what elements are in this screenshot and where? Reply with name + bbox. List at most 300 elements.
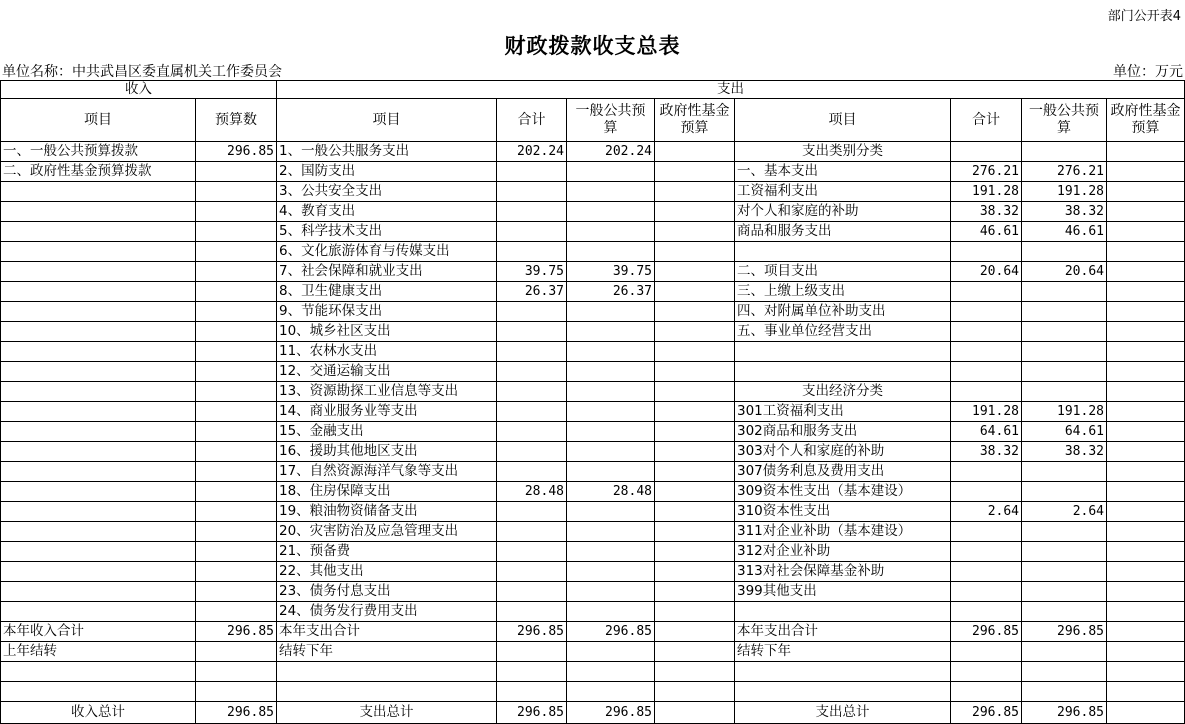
cell-expense-gov [655, 502, 735, 522]
cell-expense-total [497, 642, 567, 662]
cell-class-gov [1107, 582, 1185, 602]
cell-class-gov [1107, 342, 1185, 362]
cell-class-total: 2.64 [951, 502, 1022, 522]
cell-class-item [735, 682, 951, 702]
cell-income-item [1, 322, 196, 342]
cell-income-item [1, 182, 196, 202]
cell-expense-item: 12、交通运输支出 [277, 362, 497, 382]
cell-expense-total [497, 162, 567, 182]
cell-class-item [735, 242, 951, 262]
col-header-income-budget: 预算数 [196, 99, 277, 142]
cell-expense-gov [655, 662, 735, 682]
cell-expense-general [567, 402, 655, 422]
cell-expense-item: 2、国防支出 [277, 162, 497, 182]
cell-income-item [1, 562, 196, 582]
cell-expense-general: 26.37 [567, 282, 655, 302]
cell-expense-item: 19、粮油物资储备支出 [277, 502, 497, 522]
table-row [1, 302, 1185, 322]
table-row [1, 522, 1185, 542]
cell-income-item [1, 402, 196, 422]
cell-class-gov [1107, 562, 1185, 582]
cell-income-item [1, 302, 196, 322]
cell-expense-item: 3、公共安全支出 [277, 182, 497, 202]
cell-class-gov [1107, 202, 1185, 222]
cell-class-total: 64.61 [951, 422, 1022, 442]
cell-expense-gov [655, 242, 735, 262]
cell-income-item [1, 442, 196, 462]
cell-class-total: 38.32 [951, 442, 1022, 462]
table-row [1, 422, 1185, 442]
cell-income-amount [196, 302, 277, 322]
budget-table [0, 80, 1185, 724]
cell-class-general [1022, 302, 1107, 322]
cell-class-general [1022, 322, 1107, 342]
cell-expense-gov [655, 522, 735, 542]
cell-class-gov [1107, 442, 1185, 462]
cell-expense-total [497, 182, 567, 202]
cell-income-item [1, 362, 196, 382]
cell-class-gov [1107, 662, 1185, 682]
cell-class-total [951, 142, 1022, 162]
cell-class-item: 309资本性支出（基本建设） [735, 482, 951, 502]
income-section-header: 收入 [1, 81, 277, 99]
cell-expense-general: 28.48 [567, 482, 655, 502]
cell-expense-item: 6、文化旅游体育与传媒支出 [277, 242, 497, 262]
cell-expense-general [567, 382, 655, 402]
cell-expense-item: 9、节能环保支出 [277, 302, 497, 322]
cell-income-amount [196, 682, 277, 702]
cell-expense-item: 支出总计 [277, 702, 497, 724]
cell-class-total [951, 382, 1022, 402]
cell-class-general: 191.28 [1022, 182, 1107, 202]
cell-expense-gov [655, 562, 735, 582]
cell-expense-gov [655, 682, 735, 702]
cell-expense-gov [655, 322, 735, 342]
cell-class-gov [1107, 702, 1185, 724]
cell-income-amount [196, 642, 277, 662]
cell-class-general [1022, 382, 1107, 402]
cell-expense-total [497, 582, 567, 602]
cell-expense-gov [655, 542, 735, 562]
cell-expense-total: 296.85 [497, 622, 567, 642]
table-row [1, 482, 1185, 502]
cell-class-gov [1107, 282, 1185, 302]
cell-class-general [1022, 462, 1107, 482]
cell-expense-item: 7、社会保障和就业支出 [277, 262, 497, 282]
cell-class-item: 313对社会保障基金补助 [735, 562, 951, 582]
cell-expense-total [497, 322, 567, 342]
cell-class-gov [1107, 602, 1185, 622]
table-row [1, 642, 1185, 662]
cell-expense-gov [655, 642, 735, 662]
cell-expense-gov [655, 442, 735, 462]
cell-expense-general [567, 242, 655, 262]
table-row [1, 602, 1185, 622]
cell-class-item: 支出总计 [735, 702, 951, 724]
cell-class-item: 302商品和服务支出 [735, 422, 951, 442]
cell-class-total [951, 362, 1022, 382]
table-row [1, 562, 1185, 582]
cell-expense-gov [655, 702, 735, 724]
cell-expense-item: 15、金融支出 [277, 422, 497, 442]
cell-class-total [951, 462, 1022, 482]
cell-expense-general: 202.24 [567, 142, 655, 162]
cell-expense-total [497, 222, 567, 242]
cell-expense-item: 14、商业服务业等支出 [277, 402, 497, 422]
cell-expense-total [497, 502, 567, 522]
cell-expense-gov [655, 422, 735, 442]
cell-class-total [951, 582, 1022, 602]
table-row [1, 282, 1185, 302]
cell-income-item [1, 382, 196, 402]
cell-income-amount [196, 162, 277, 182]
table-row [1, 662, 1185, 682]
table-row [1, 162, 1185, 182]
col-header-class-total: 合计 [951, 99, 1022, 142]
cell-class-gov [1107, 682, 1185, 702]
cell-income-amount: 296.85 [196, 622, 277, 642]
cell-income-amount [196, 462, 277, 482]
cell-income-item [1, 422, 196, 442]
cell-expense-total [497, 562, 567, 582]
cell-expense-item: 4、教育支出 [277, 202, 497, 222]
cell-expense-gov [655, 462, 735, 482]
cell-class-item: 三、上缴上级支出 [735, 282, 951, 302]
cell-expense-item: 13、资源勘探工业信息等支出 [277, 382, 497, 402]
table-row [1, 442, 1185, 462]
cell-class-item: 303对个人和家庭的补助 [735, 442, 951, 462]
table-row [1, 342, 1185, 362]
cell-class-general: 20.64 [1022, 262, 1107, 282]
cell-class-total [951, 282, 1022, 302]
cell-income-item [1, 462, 196, 482]
cell-class-item: 本年支出合计 [735, 622, 951, 642]
cell-class-item: 工资福利支出 [735, 182, 951, 202]
col-header-expense-gov: 政府性基金预算 [655, 99, 735, 142]
cell-class-gov [1107, 162, 1185, 182]
table-row [1, 542, 1185, 562]
cell-class-item: 支出类别分类 [735, 142, 951, 162]
cell-income-amount [196, 362, 277, 382]
cell-income-amount [196, 522, 277, 542]
cell-income-item [1, 202, 196, 222]
cell-class-general [1022, 642, 1107, 662]
cell-class-general [1022, 242, 1107, 262]
cell-class-gov [1107, 242, 1185, 262]
cell-class-general: 2.64 [1022, 502, 1107, 522]
cell-class-general: 38.32 [1022, 202, 1107, 222]
cell-expense-item: 结转下年 [277, 642, 497, 662]
cell-expense-general: 39.75 [567, 262, 655, 282]
cell-expense-gov [655, 142, 735, 162]
cell-class-total [951, 242, 1022, 262]
cell-income-item [1, 662, 196, 682]
cell-expense-gov [655, 622, 735, 642]
section-header-row [1, 81, 1185, 99]
cell-income-amount [196, 402, 277, 422]
cell-class-general: 191.28 [1022, 402, 1107, 422]
cell-class-general [1022, 682, 1107, 702]
cell-income-amount [196, 602, 277, 622]
cell-class-item: 结转下年 [735, 642, 951, 662]
cell-class-general: 296.85 [1022, 702, 1107, 724]
table-row [1, 582, 1185, 602]
cell-income-item [1, 222, 196, 242]
cell-income-item [1, 602, 196, 622]
table-row [1, 182, 1185, 202]
cell-expense-gov [655, 402, 735, 422]
cell-class-gov [1107, 402, 1185, 422]
cell-expense-gov [655, 282, 735, 302]
expense-section-header: 支出 [277, 81, 1185, 99]
page-title: 财政拨款收支总表 [504, 33, 681, 58]
cell-income-amount [196, 342, 277, 362]
cell-class-item: 399其他支出 [735, 582, 951, 602]
cell-class-gov [1107, 182, 1185, 202]
cell-income-amount: 296.85 [196, 702, 277, 724]
cell-class-gov [1107, 142, 1185, 162]
cell-expense-item: 23、债务付息支出 [277, 582, 497, 602]
cell-class-item: 二、项目支出 [735, 262, 951, 282]
cell-expense-gov [655, 262, 735, 282]
cell-class-general [1022, 482, 1107, 502]
cell-income-item: 二、政府性基金预算拨款 [1, 162, 196, 182]
col-header-expense-total: 合计 [497, 99, 567, 142]
cell-expense-total [497, 402, 567, 422]
cell-class-item: 307债务利息及费用支出 [735, 462, 951, 482]
cell-class-item: 一、基本支出 [735, 162, 951, 182]
cell-class-total [951, 662, 1022, 682]
cell-class-item [735, 602, 951, 622]
cell-expense-total [497, 662, 567, 682]
cell-expense-item: 本年支出合计 [277, 622, 497, 642]
table-row [1, 402, 1185, 422]
cell-expense-gov [655, 302, 735, 322]
cell-income-item: 收入总计 [1, 702, 196, 724]
cell-expense-total: 26.37 [497, 282, 567, 302]
cell-class-total: 191.28 [951, 182, 1022, 202]
cell-class-gov [1107, 522, 1185, 542]
cell-expense-item: 18、住房保障支出 [277, 482, 497, 502]
cell-expense-general [567, 542, 655, 562]
cell-class-general: 64.61 [1022, 422, 1107, 442]
cell-income-amount [196, 482, 277, 502]
cell-expense-total [497, 342, 567, 362]
cell-expense-general [567, 502, 655, 522]
cell-expense-general [567, 202, 655, 222]
cell-expense-general [567, 222, 655, 242]
cell-class-gov [1107, 642, 1185, 662]
cell-class-total: 20.64 [951, 262, 1022, 282]
cell-income-amount [196, 282, 277, 302]
cell-income-amount [196, 202, 277, 222]
cell-income-amount [196, 502, 277, 522]
cell-expense-general [567, 642, 655, 662]
cell-class-total [951, 322, 1022, 342]
cell-expense-item: 16、援助其他地区支出 [277, 442, 497, 462]
cell-class-total [951, 482, 1022, 502]
table-row [1, 682, 1185, 702]
unit-name: 单位名称：中共武昌区委直属机关工作委员会 [2, 64, 282, 80]
cell-class-general: 46.61 [1022, 222, 1107, 242]
cell-income-amount [196, 442, 277, 462]
table-row [1, 502, 1185, 522]
cell-expense-item: 20、灾害防治及应急管理支出 [277, 522, 497, 542]
cell-class-item: 商品和服务支出 [735, 222, 951, 242]
cell-expense-total [497, 302, 567, 322]
cell-expense-total [497, 542, 567, 562]
column-header-row [1, 99, 1185, 142]
cell-expense-general [567, 322, 655, 342]
cell-expense-total: 202.24 [497, 142, 567, 162]
cell-expense-total [497, 442, 567, 462]
cell-expense-total: 28.48 [497, 482, 567, 502]
cell-class-general [1022, 522, 1107, 542]
cell-class-total [951, 562, 1022, 582]
cell-class-general [1022, 342, 1107, 362]
cell-class-gov [1107, 302, 1185, 322]
cell-expense-item: 1、一般公共服务支出 [277, 142, 497, 162]
cell-expense-item: 22、其他支出 [277, 562, 497, 582]
cell-expense-item: 5、科学技术支出 [277, 222, 497, 242]
cell-class-item: 对个人和家庭的补助 [735, 202, 951, 222]
cell-expense-gov [655, 582, 735, 602]
table-row [1, 222, 1185, 242]
cell-income-item: 一、一般公共预算拨款 [1, 142, 196, 162]
cell-income-item [1, 582, 196, 602]
cell-expense-item: 24、债务发行费用支出 [277, 602, 497, 622]
cell-class-gov [1107, 362, 1185, 382]
cell-income-item [1, 502, 196, 522]
cell-income-amount [196, 662, 277, 682]
table-row [1, 362, 1185, 382]
cell-class-item: 301工资福利支出 [735, 402, 951, 422]
cell-expense-gov [655, 382, 735, 402]
cell-expense-general [567, 362, 655, 382]
cell-class-total [951, 302, 1022, 322]
cell-class-general [1022, 282, 1107, 302]
cell-class-total: 296.85 [951, 622, 1022, 642]
form-number: 部门公开表4 [1107, 9, 1181, 24]
cell-class-gov [1107, 322, 1185, 342]
cell-class-gov [1107, 462, 1185, 482]
table-row [1, 702, 1185, 724]
cell-income-item [1, 262, 196, 282]
cell-income-amount [196, 582, 277, 602]
cell-expense-general: 296.85 [567, 702, 655, 724]
unit-label: 单位：万元 [1113, 64, 1183, 80]
table-row [1, 622, 1185, 642]
col-header-expense-general: 一般公共预算 [567, 99, 655, 142]
cell-class-general [1022, 602, 1107, 622]
cell-class-gov [1107, 222, 1185, 242]
cell-expense-total [497, 602, 567, 622]
cell-class-total: 38.32 [951, 202, 1022, 222]
cell-class-gov [1107, 622, 1185, 642]
cell-expense-item: 21、预备费 [277, 542, 497, 562]
cell-income-item [1, 682, 196, 702]
cell-class-general [1022, 562, 1107, 582]
cell-income-amount [196, 222, 277, 242]
table-row [1, 382, 1185, 402]
cell-class-item [735, 342, 951, 362]
cell-class-general: 38.32 [1022, 442, 1107, 462]
cell-expense-gov [655, 222, 735, 242]
cell-expense-general [567, 562, 655, 582]
cell-class-gov [1107, 482, 1185, 502]
cell-expense-total [497, 202, 567, 222]
cell-expense-general [567, 462, 655, 482]
cell-expense-total [497, 242, 567, 262]
col-header-class-item: 项目 [735, 99, 951, 142]
cell-expense-general [567, 302, 655, 322]
cell-expense-general [567, 602, 655, 622]
cell-income-amount [196, 262, 277, 282]
cell-income-amount [196, 242, 277, 262]
cell-class-total [951, 542, 1022, 562]
cell-class-total [951, 602, 1022, 622]
cell-class-gov [1107, 382, 1185, 402]
cell-expense-item [277, 662, 497, 682]
cell-class-item: 312对企业补助 [735, 542, 951, 562]
cell-income-item [1, 482, 196, 502]
cell-class-gov [1107, 542, 1185, 562]
cell-expense-total [497, 682, 567, 702]
cell-expense-total [497, 422, 567, 442]
cell-expense-gov [655, 602, 735, 622]
cell-expense-total: 296.85 [497, 702, 567, 724]
table-row [1, 242, 1185, 262]
cell-class-item: 四、对附属单位补助支出 [735, 302, 951, 322]
cell-class-gov [1107, 262, 1185, 282]
cell-expense-item: 8、卫生健康支出 [277, 282, 497, 302]
cell-class-item: 支出经济分类 [735, 382, 951, 402]
cell-expense-general [567, 582, 655, 602]
cell-expense-general [567, 442, 655, 462]
cell-class-total: 191.28 [951, 402, 1022, 422]
col-header-class-general: 一般公共预算 [1022, 99, 1107, 142]
cell-expense-general [567, 162, 655, 182]
cell-income-amount [196, 322, 277, 342]
col-header-class-gov: 政府性基金预算 [1107, 99, 1185, 142]
cell-class-total [951, 642, 1022, 662]
cell-class-total: 276.21 [951, 162, 1022, 182]
cell-expense-general [567, 182, 655, 202]
cell-expense-total [497, 362, 567, 382]
cell-class-general: 296.85 [1022, 622, 1107, 642]
cell-class-gov [1107, 422, 1185, 442]
table-row [1, 142, 1185, 162]
cell-expense-item [277, 682, 497, 702]
cell-class-general: 276.21 [1022, 162, 1107, 182]
col-header-income-item: 项目 [1, 99, 196, 142]
cell-expense-gov [655, 162, 735, 182]
cell-class-total [951, 682, 1022, 702]
cell-class-general [1022, 582, 1107, 602]
cell-expense-gov [655, 342, 735, 362]
cell-class-general [1022, 662, 1107, 682]
table-row [1, 322, 1185, 342]
cell-expense-general [567, 682, 655, 702]
cell-income-item [1, 542, 196, 562]
cell-expense-total: 39.75 [497, 262, 567, 282]
cell-class-item [735, 362, 951, 382]
table-row [1, 462, 1185, 482]
cell-expense-general [567, 522, 655, 542]
cell-income-amount [196, 382, 277, 402]
cell-expense-gov [655, 482, 735, 502]
cell-expense-total [497, 522, 567, 542]
